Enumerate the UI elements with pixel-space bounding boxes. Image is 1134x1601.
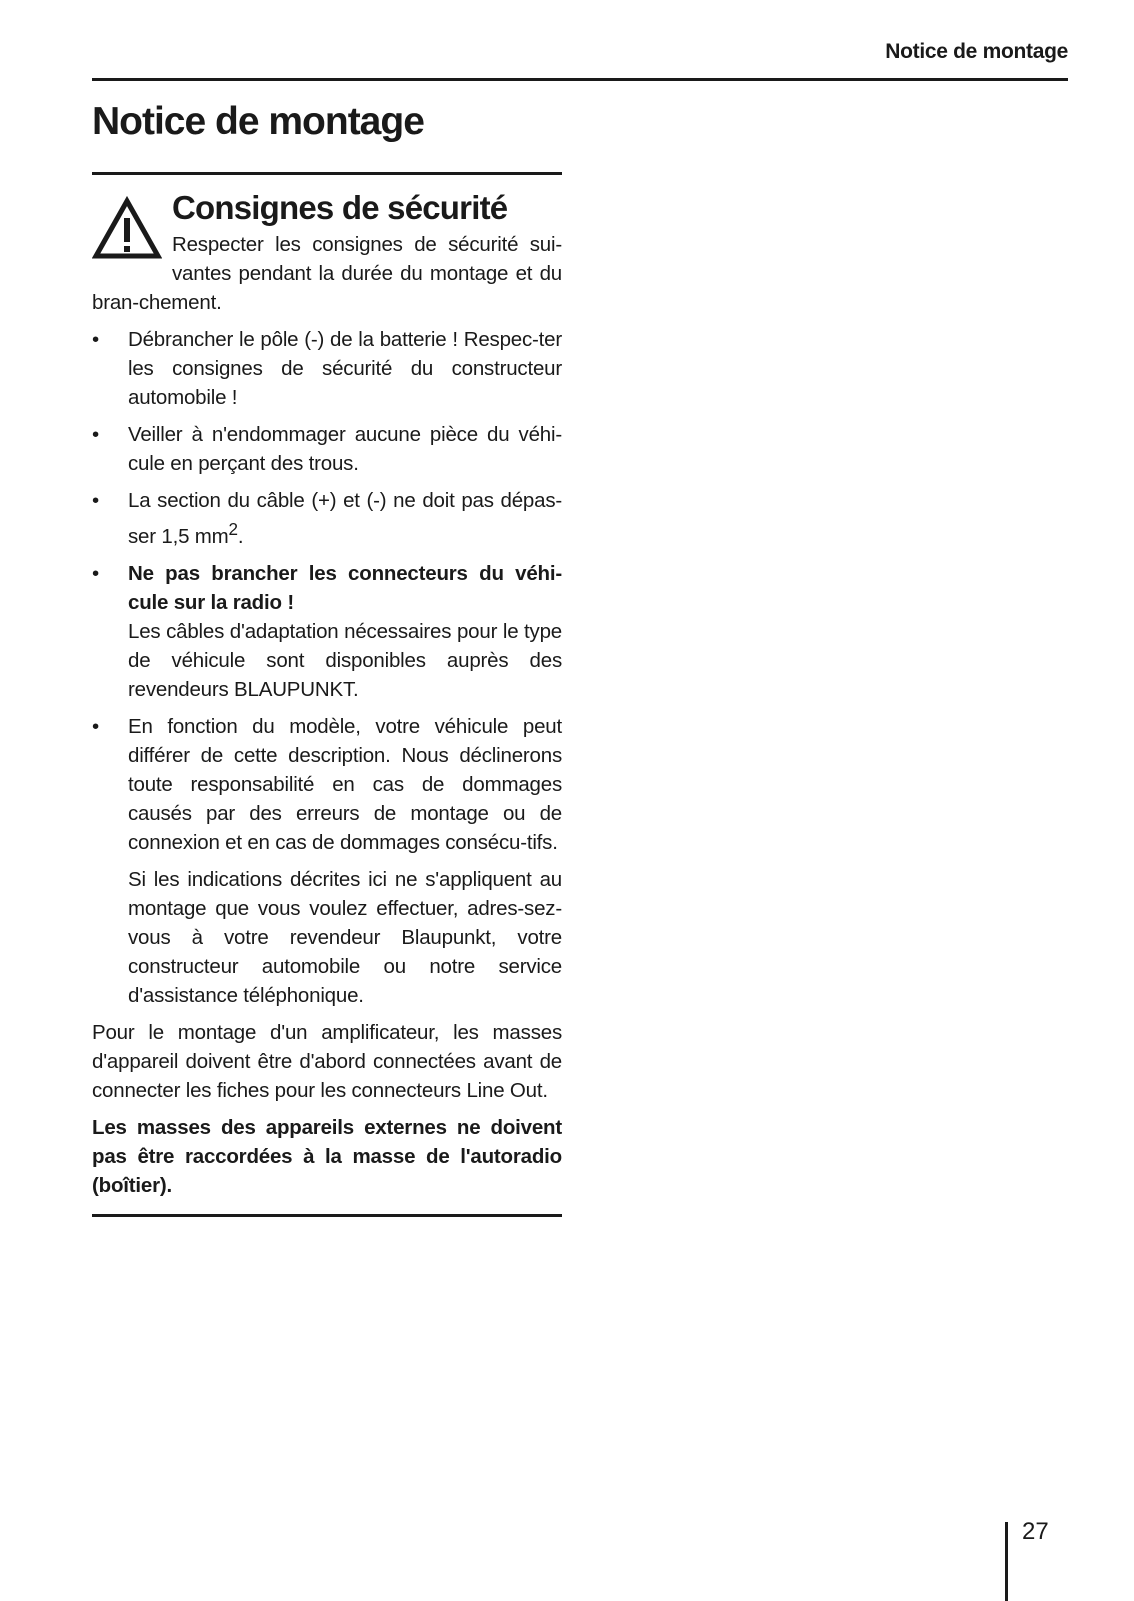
list-item-text: La section du câble (+) et (-) ne doit pas dépas-ser 1,5 mm bbox=[128, 489, 562, 548]
intro-text: Respecter les consignes de sécurité sui-vantes pendant la durée du montage et du bran-chement. bbox=[92, 233, 562, 314]
section-end-rule bbox=[92, 1214, 562, 1217]
list-item bbox=[92, 559, 562, 704]
bullet: • bbox=[92, 714, 99, 738]
list-item bbox=[92, 712, 562, 1010]
bullet: • bbox=[92, 489, 99, 512]
running-header: Notice de montage bbox=[885, 40, 1068, 63]
superscript: 2 bbox=[228, 520, 238, 539]
list-item-text: Veiller à n'endommager aucune pièce du véhi-cule en perçant des trous. bbox=[128, 423, 562, 475]
list-item-text: Les câbles d'adaptation nécessaires pour le type de véhicule sont disponibles auprès des revendeurs BLAUPUNKT. bbox=[128, 619, 562, 701]
list-item-bold-text: Ne pas brancher les connecteurs du véhi-cule sur la radio ! bbox=[128, 561, 562, 614]
ground-warning: Les masses des appareils externes ne doivent pas être raccordées à la masse de l'autoradio (boîtier). bbox=[92, 1115, 562, 1197]
page-number-bar bbox=[1005, 1522, 1008, 1601]
list-item-text: En fonction du modèle, votre véhicule peut différer de cette description. Nous déclinerons toute responsabilité en cas de dommages causés par des erreurs de montage ou de connexion et en cas de dommages consécu-tifs. bbox=[128, 714, 562, 854]
list-item-text: Débrancher le pôle (-) de la batterie ! Respec-ter les consignes de sécurité du constructeur automobile ! bbox=[128, 328, 562, 409]
list-item bbox=[92, 486, 562, 551]
header-rule bbox=[92, 78, 1068, 81]
list-item bbox=[92, 420, 562, 478]
warning-triangle-icon bbox=[92, 196, 162, 260]
bullet: • bbox=[92, 561, 99, 585]
safety-section bbox=[92, 186, 562, 1217]
section-heading: Consignes de sécurité bbox=[172, 189, 508, 226]
page-number: 27 bbox=[1022, 1518, 1049, 1545]
amplifier-note: Pour le montage d'un amplificateur, les masses d'appareil doivent être d'abord connectées avant de connecter les fiches pour les connecteurs Line Out. bbox=[92, 1020, 562, 1102]
list-item-text-end: . bbox=[237, 524, 244, 548]
list-item bbox=[92, 325, 562, 412]
safety-list bbox=[92, 325, 562, 1010]
bullet: • bbox=[92, 328, 99, 351]
page-title: Notice de montage bbox=[92, 100, 424, 143]
title-rule bbox=[92, 172, 562, 175]
bullet: • bbox=[92, 423, 99, 446]
list-item-subtext: Si les indications décrites ici ne s'appliquent au montage que vous voulez effectuer, adres-sez-vous à votre revendeur Blaupunkt, votre constructeur automobile ou notre service d'assistance téléphonique. bbox=[128, 867, 562, 1007]
